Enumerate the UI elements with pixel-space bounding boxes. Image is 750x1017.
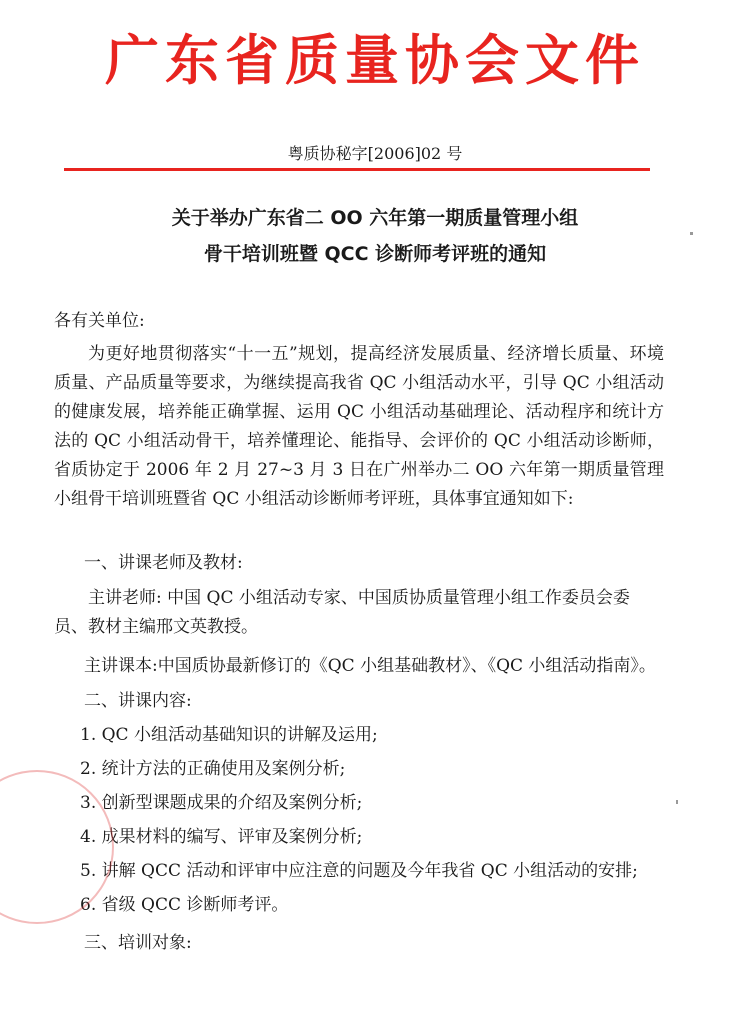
document-header-title: 广东省质量协会文件	[105, 28, 645, 92]
header-divider	[64, 168, 650, 171]
list-item: 5. 讲解 QCC 活动和评审中应注意的问题及今年我省 QC 小组活动的安排;	[80, 861, 638, 881]
salutation: 各有关单位:	[54, 311, 145, 331]
section2-heading: 二、讲课内容:	[84, 691, 192, 711]
section1-heading: 一、讲课老师及教材:	[84, 553, 243, 573]
scan-speck	[690, 232, 693, 235]
intro-paragraph	[54, 340, 664, 514]
course-content-list	[80, 724, 638, 928]
list-item: 1. QC 小组活动基础知识的讲解及运用;	[80, 725, 378, 745]
list-item: 2. 统计方法的正确使用及案例分析;	[80, 759, 346, 779]
notice-title-line1: 关于举办广东省二 OO 六年第一期质量管理小组	[171, 207, 579, 229]
list-item: 4. 成果材料的编写、评审及案例分析;	[80, 827, 363, 847]
lecturer-text: 主讲老师: 中国 QC 小组活动专家、中国质协质量管理小组工作委员会委员、教材主编邢文英教授。	[54, 588, 630, 637]
notice-title-line2: 骨干培训班暨 QCC 诊断师考评班的通知	[203, 243, 547, 265]
document-number: 粤质协秘字[2006]02 号	[287, 144, 463, 163]
scan-speck	[676, 800, 678, 804]
list-item: 6. 省级 QCC 诊断师考评。	[80, 895, 289, 915]
textbook-text: 主讲课本:中国质协最新修订的《QC 小组基础教材》、《QC 小组活动指南》。	[84, 656, 656, 676]
section3-heading: 三、培训对象:	[84, 933, 192, 953]
list-item: 3. 创新型课题成果的介绍及案例分析;	[80, 793, 363, 813]
intro-paragraph-text: 为更好地贯彻落实“十一五”规划，提高经济发展质量、经济增长质量、环境质量、产品质量等要求，为继续提高我省 QC 小组活动水平，引导 QC 小组活动的健康发展，培养能正确掌握、运用 QC 小组活动基础理论、活动程序和统计方法的 QC 小组活动骨干，培养懂理论、能指导、会评价的 QC 小组活动诊断师，省质协定于 2006 年 2 月 27~3 月 3 日在广州举办二 OO 六年第一期质量管理小组骨干培训班暨省 QC 小组活动诊断师考评班，具体事宜通知如下:	[54, 344, 664, 509]
